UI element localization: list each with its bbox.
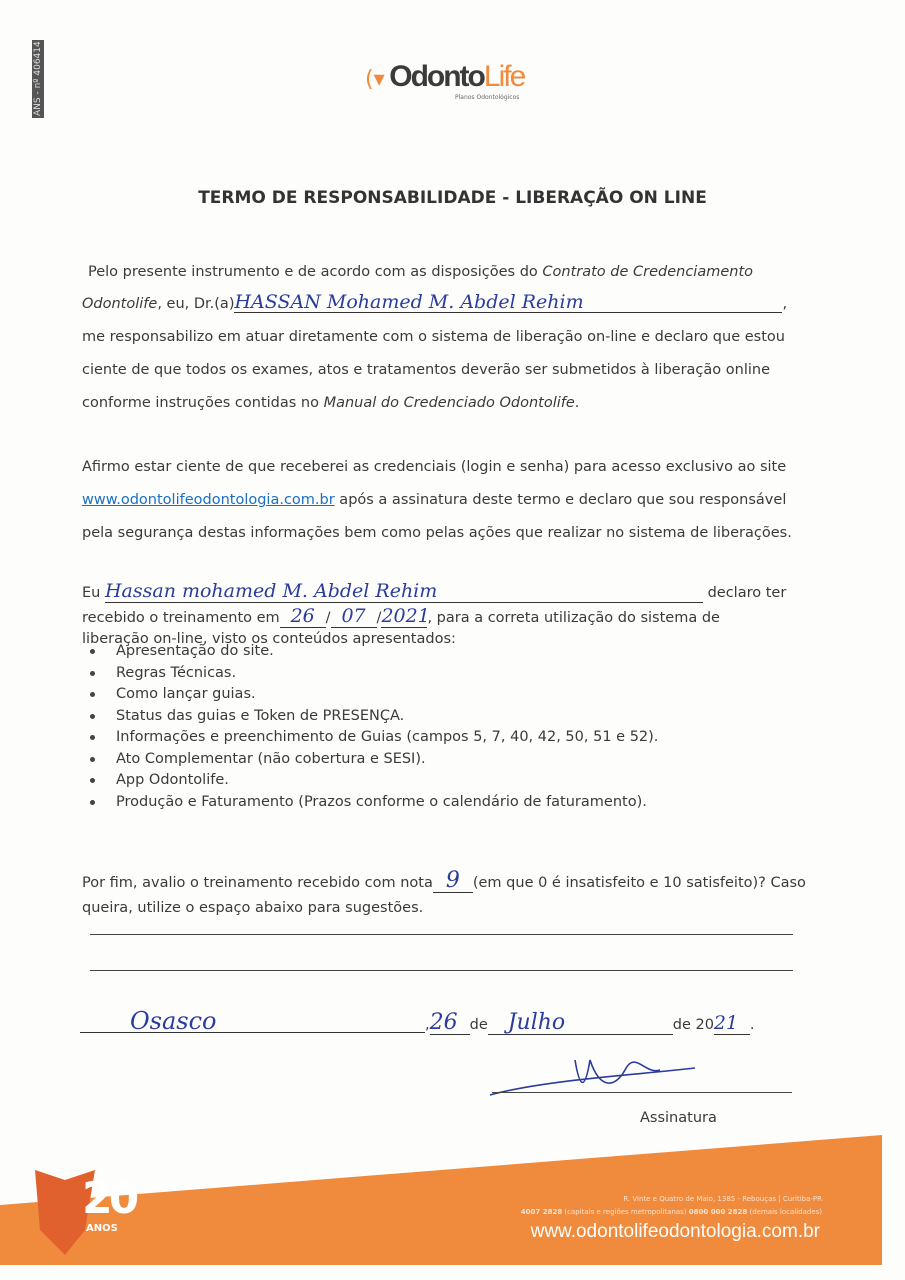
- signature-scribble: [485, 1040, 705, 1100]
- doctor-name-field: HASSAN Mohamed M. Abdel Rehim: [234, 292, 782, 313]
- city-field: Osasco: [80, 1010, 425, 1033]
- year-field: 21: [714, 1012, 750, 1035]
- month-field: Julho: [488, 1012, 673, 1035]
- signature-line: [492, 1092, 792, 1093]
- list-item: App Odontolife.: [90, 770, 658, 792]
- list-item: Apresentação do site.: [90, 641, 658, 663]
- day-field: 26: [430, 1012, 470, 1035]
- tooth-icon: (▾: [365, 67, 385, 92]
- training-year: 2021: [381, 605, 430, 627]
- document-title: TERMO DE RESPONSABILIDADE - LIBERAÇÃO ON LINE: [198, 188, 707, 208]
- document-page: ANS - nº 406414 (▾ OdontoLife Planos Odontológicos TERMO DE RESPONSABILIDADE - LIBERAÇÃO ON LINE Pelo presente instrumento e de acordo com as disposições do Contrato de Credenciamento Odontolife, eu, Dr.(a)HASSAN Mohamed M. Abdel Rehim , me responsabilizo em atuar diretamente com o sistema de liberação on-line e declaro que estou ciente de que todos os exames, atos e tratamentos deverão ser submetidos à liberação online conforme instruções contidas no Manual do Credenciado Odontolife. Afirmo estar ciente de que receberei as credenciais (login e senha) para acesso exclusivo ao site www.odontolifeodontologia.com.br após a assinatura deste termo e declaro que sou responsável pela segurança destas informações bem como pelas ações que realizar no sistema de liberações. Eu Hassan mohamed M. Abdel Rehim declaro ter recebido o treinamento em 26 / 07 /2021, para a correta utilização do sistema de liberação on-line, visto os conteúdos apresentados: Apresentação do site. Regras Técnicas. Como lançar guias. Status das guias e Token de PRESENÇA. Informações e preenchimento de Guias (campos 5, 7, 40, 42, 50, 51 e 52). Ato Complementar (não cobertura e SESI). App Odontolife. Produção e Faturamento (Prazos conforme o calendário de faturamento). Por fim, avalio o treinamento recebido com nota 9 (em que 0 é insatisfeito e 10 satisfeito)? Caso queira, utilize o espaço abaixo para sugestões. Osasco ,26 de Julho de 2021 . Assinatura 20 ANOS R. Vinte e Quatro de Maio, 1385 - Rebouças | Curitiba-PR 4007 2828 (capitais e regiões metropolitanas) 0800 000 2828 (demais localidades) www.odontolifeodontologia.com.br: [0, 0, 905, 1280]
- anniversary-badge-number: 20: [82, 1173, 136, 1224]
- ans-stamp: ANS - nº 406414: [33, 41, 43, 117]
- suggestion-line: [90, 970, 793, 971]
- signature-label: Assinatura: [640, 1110, 717, 1126]
- rating-score: 9: [433, 870, 473, 893]
- footer-phones: 4007 2828 (capitais e regiões metropolitanas) 0800 000 2828 (demais localidades): [520, 1208, 822, 1216]
- topics-list: [90, 641, 658, 813]
- suggestion-line: [90, 934, 793, 935]
- list-item: Ato Complementar (não cobertura e SESI).: [90, 749, 658, 771]
- footer-banner: 20 ANOS R. Vinte e Quatro de Maio, 1385 - Rebouças | Curitiba-PR 4007 2828 (capitais e regiões metropolitanas) 0800 000 2828 (demais localidades) www.odontolifeodontologia.com.br: [0, 1135, 882, 1265]
- footer-address: R. Vinte e Quatro de Maio, 1385 - Rebouças | Curitiba-PR: [623, 1195, 822, 1203]
- list-item: Produção e Faturamento (Prazos conforme o calendário de faturamento).: [90, 792, 658, 814]
- trainee-name-field: Hassan mohamed M. Abdel Rehim: [105, 580, 703, 603]
- training-month: 07: [331, 605, 377, 628]
- training-day: 26: [280, 605, 326, 628]
- odontolife-logo: (▾ OdontoLife Planos Odontológicos: [365, 60, 525, 101]
- footer-website: www.odontolifeodontologia.com.br: [530, 1221, 820, 1242]
- list-item: Status das guias e Token de PRESENÇA.: [90, 706, 658, 728]
- website-link[interactable]: www.odontolifeodontologia.com.br: [82, 492, 335, 508]
- list-item: Regras Técnicas.: [90, 663, 658, 685]
- list-item: Como lançar guias.: [90, 684, 658, 706]
- list-item: Informações e preenchimento de Guias (campos 5, 7, 40, 42, 50, 51 e 52).: [90, 727, 658, 749]
